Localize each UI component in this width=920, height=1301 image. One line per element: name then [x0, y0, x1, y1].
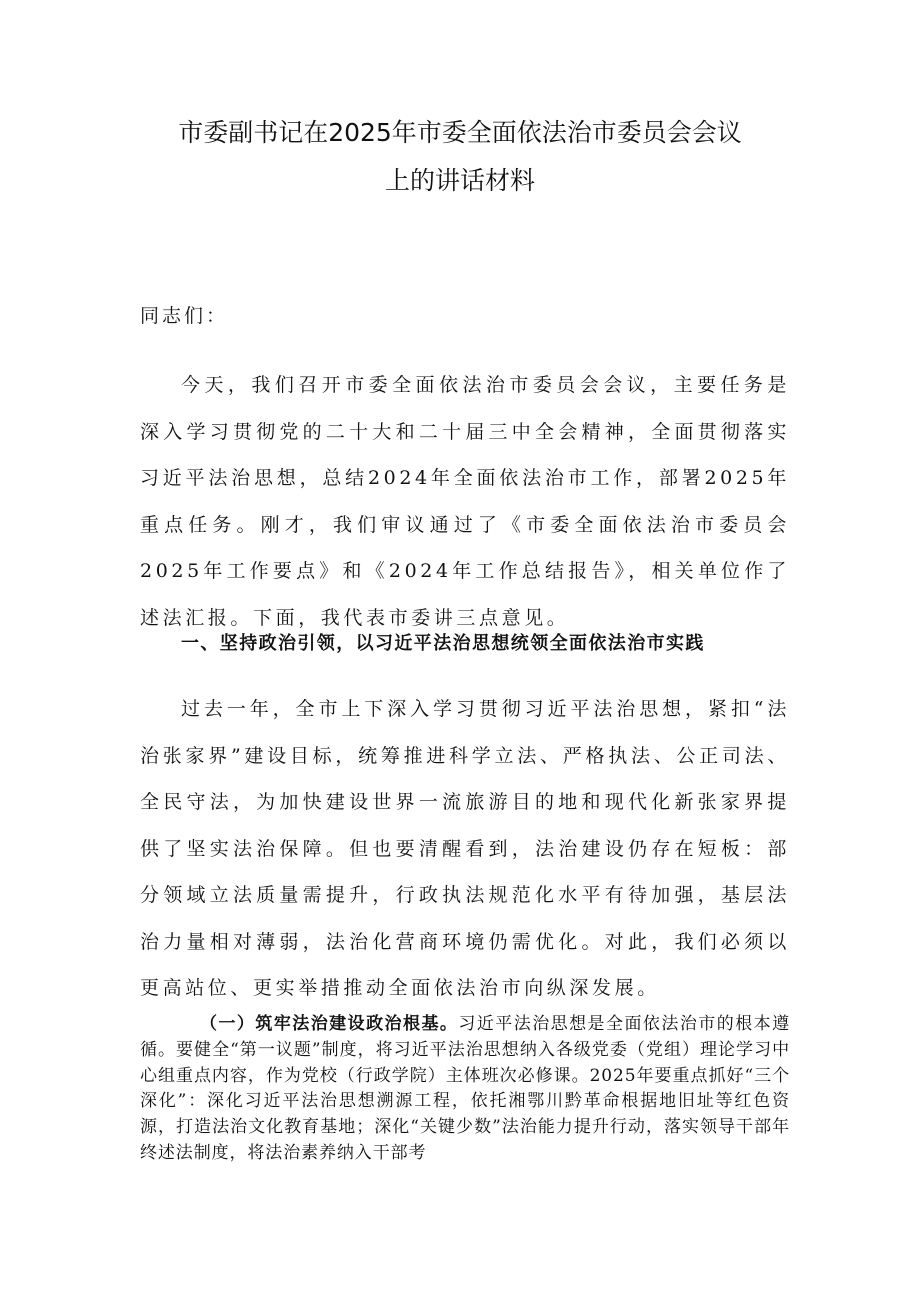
section-heading-1: 一、坚持政治引领，以习近平法治思想统领全面依法治市实践	[181, 633, 705, 654]
subsection-lead: （一）筑牢法治建设政治根基。	[200, 1014, 459, 1034]
paragraph-subsection-1	[140, 1012, 790, 1167]
document-title-line-2: 上的讲话材料	[384, 166, 535, 195]
paragraph-opening: 今天，我们召开市委全面依法治市委员会会议，主要任务是深入学习贯彻党的二十大和二十届三中全会精神，全面贯彻落实习近平法治思想，总结2024年全面依法治市工作，部署2025年重点任务。刚才，我们审议通过了《市委全面依法治市委员会2025年工作要点》和《2024年工作总结报告》，相关单位作了述法汇报。下面，我代表市委讲三点意见。	[140, 374, 790, 629]
subsection-body: 习近平法治思想是全面依法治市的根本遵循。要健全“第一议题”制度，将习近平法治思想纳入各级党委（党组）理论学习中心组重点内容，作为党校（行政学院）主体班次必修课。2025年要重点抓好“三个深化”：深化习近平法治思想溯源工程，依托湘鄂川黔革命根据地旧址等红色资源，打造法治文化教育基地；深化“关键少数”法治能力提升行动，落实领导干部年终述法制度，将法治素养纳入干部考	[140, 1014, 790, 1163]
document-title-line-1: 市委副书记在2025年市委全面依法治市委员会会议	[178, 118, 742, 147]
paragraph-review: 过去一年，全市上下深入学习贯彻习近平法治思想，紧扣“法治张家界”建设目标，统筹推进科学立法、严格执法、公正司法、全民守法，为加快建设世界一流旅游目的地和现代化新张家界提供了坚实法治保障。但也要清醒看到，法治建设仍存在短板：部分领域立法质量需提升，行政执法规范化水平有待加强，基层法治力量相对薄弱，法治化营商环境仍需优化。对此，我们必须以更高站位、更实举措推动全面依法治市向纵深发展。	[140, 698, 790, 999]
greeting: 同志们：	[140, 305, 229, 327]
